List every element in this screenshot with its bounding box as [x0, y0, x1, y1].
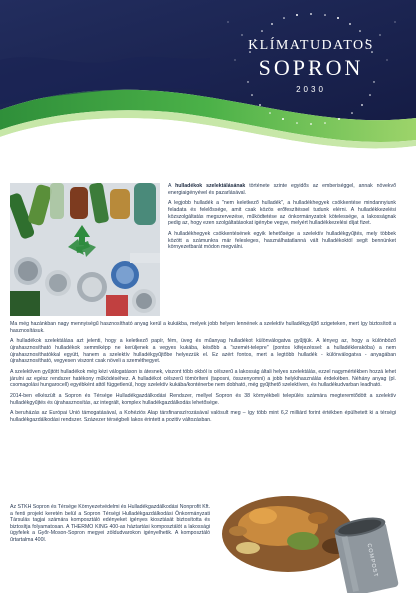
paragraph: A szelektíven gyűjtött hulladékok még kézi válogatáson is átesnek, viszont több okból is célszerű a lakosság általi helyes szelektálás, ezzel nagymértékben hozzá lehet járulni az egész rendszer hatékony működéséhez. A hulladékot célszerű tömöríteni (taposni, összenyomni) a jobb helykihasználás érdekében. Néhány anyag (pl. csomagolási hungarocell) egyébként attól függetlenül, hogy szelektív kukába/konténerbe nem dobható, még gyűjthető szelektíven, és hulladékudvarban leadható. — [10, 368, 396, 389]
paragraph: 2014-ben elkészült a Sopron és Térsége Hulladékgazdálkodási Rendszer, mellyel Sopron és 38 környékbeli település számára megteremtődött a szelektív hulladékgyűjtés és újrahasznosítás, az integrált, komplex hulladékgazdálkodás lehetősége. — [10, 392, 396, 406]
paragraph: A beruházás az Európai Unió támogatásával, a Kohéziós Alap társfinanszírozásával valósult meg – így több mint 6,2 milliárd forint értékben épülhetett ki a térségi hulladékgazdálkodási rendszer. Százezer térségbeli lakos érintett a pozitív változásban. — [10, 410, 396, 423]
paragraph: A hulladékok szelektálása azt jelenti, hogy a keletkező papír, fém, üveg és műanyag hulladékot különválogatva gyűjtjük. A lényeg az, hogy a különböző újrahasznosítható hulladékok semmiképp ne kerüljenek a vegyes kukába, később a "szemét-telepre" (pontos kifejezéssel: a hulladéklerakóba) a nem újrahasznosíthatókkal együtt, hanem a szelektív hulladékgyűjtőbe helyezzük el. Ez azért fontos, mert a legtöbb hulladék - különválogatva - anyagában újrahasznosítható, vegyesen viszont csak növeli a szeméthegyet. — [10, 338, 396, 365]
compost-bin-label: COMPOST — [365, 543, 379, 579]
paragraph: A hulladékhegyek csökkentésének egyik lehetősége a szelektív hulladékgyűjtés, mely többek között a számunkra már felesleges, használhatatlanná vált hulladékoktól segít bennünket környezetbarát módon megválni. — [168, 230, 396, 251]
header-banner — [0, 0, 416, 160]
paragraph: Az STKH Sopron és Térsége Környezetvédelmi és Hulladékgazdálkodási Nonprofit Kft. a fenti projekt keretén belül a Sopron Térségi Hulladékgazdálkodási Önkormányzati Társulás tagjai számára komposztáló edényeket igényes kiosztását biztosította és biztosítja folyamatosan. A THERMO KING 400-as háztartási komposztálót a lakossági ügyfelek a Győr-Moson-Sopron megyei zöldudvarokon igényelhetik. A komposztáló űrtartalma 400l. — [10, 504, 211, 543]
compost-photo — [218, 486, 406, 593]
brand-logo — [216, 38, 406, 94]
brand-year: 2030 — [296, 85, 326, 94]
paragraph: Ma még hazánkban nagy mennyiségű hasznosítható anyag kerül a kukákba, melyek jobb helyen lennének a szelektív hulladékgyűjtő szigeteken, mert így biztosított a hasznosításuk. — [10, 321, 396, 334]
compost-text — [10, 504, 210, 548]
paragraph-emphasis: hulladékok szelektálásának — [175, 183, 246, 189]
recyclables-photo — [10, 183, 160, 316]
intro-column — [168, 183, 396, 255]
paragraph: A legjobb hulladék a "nem keletkező hulladék", a hulladékhegyek csökkentése mindannyiunk feladata és felelőssége, amit csak közös erőfeszítéssel tudunk elérni. A hulladékkezelési közszolgáltatás megszervezése, működtetése az önkormányzatok kötelessége, a lakosságnak pedig az, hogy ezen szolgáltatásokat igénybe vegye, melyért hulladékkezelési díjat fizet. — [168, 200, 396, 227]
brand-line2: SOPRON — [258, 55, 364, 80]
paragraph: A hulladékok szelektálásának története szinte egyidős az emberiséggel, annak növekvő energiaigényével és pazarlásával. — [168, 183, 396, 196]
main-text — [10, 321, 396, 428]
brand-line1: KLÍMATUDATOS — [248, 38, 374, 53]
paragraph-text: története szinte egyidős az emberiséggel, annak növekvő energiaigényével és pazarlásával. — [168, 183, 396, 196]
